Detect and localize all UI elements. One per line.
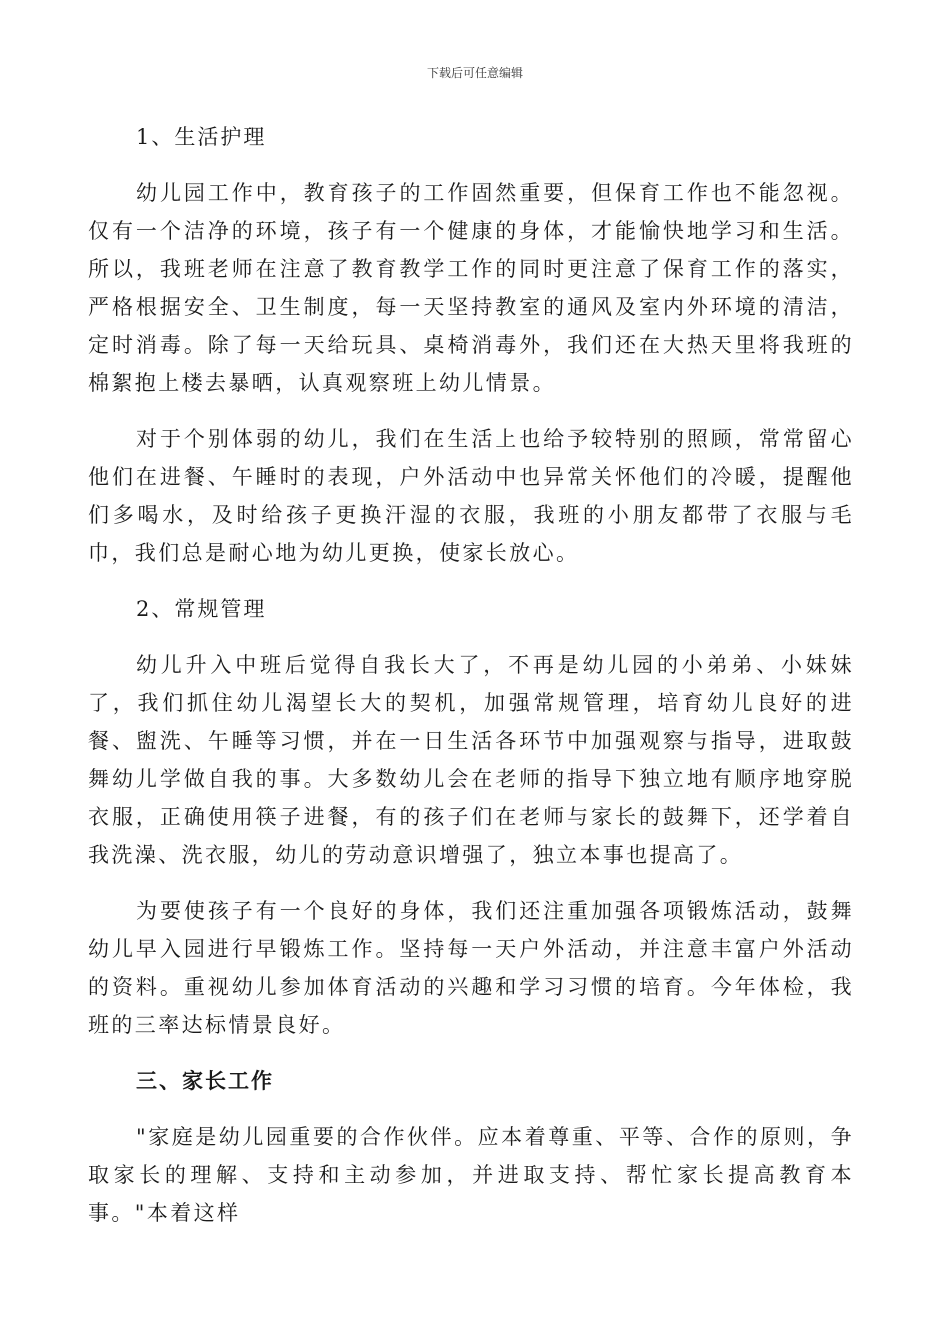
section-heading-routine-management: 2、常规管理 bbox=[136, 597, 267, 621]
paragraph-life-care-1: 幼儿园工作中，教育孩子的工作固然重要，但保育工作也不能忽视。仅有一个洁净的环境，孩子有一个健康的身体，才能愉快地学习和生活。所以，我班老师在注意了教育教学工作的同时更注意了保育工作的落实，严格根据安全、卫生制度，每一天坚持教室的通风及室内外环境的清洁，定时消毒。除了每一天给玩具、桌椅消毒外，我们还在大热天里将我班的棉絮抱上楼去暴晒，认真观察班上幼儿情景。 bbox=[88, 181, 854, 395]
section-heading-life-care: 1、生活护理 bbox=[136, 125, 267, 149]
document-body bbox=[88, 118, 854, 1250]
paragraph-routine-2: 为要使孩子有一个良好的身体，我们还注重加强各项锻炼活动，鼓舞幼儿早入园进行早锻炼工作。坚持每一天户外活动，并注意丰富户外活动的资料。重视幼儿参加体育活动的兴趣和学习习惯的培育。今年体检，我班的三率达标情景良好。 bbox=[88, 899, 854, 1037]
paragraph-routine-1: 幼儿升入中班后觉得自我长大了，不再是幼儿园的小弟弟、小妹妹了，我们抓住幼儿渴望长大的契机，加强常规管理，培育幼儿良好的进餐、盥洗、午睡等习惯，并在一日生活各环节中加强观察与指导，进取鼓舞幼儿学做自我的事。大多数幼儿会在老师的指导下独立地有顺序地穿脱衣服，正确使用筷子进餐，有的孩子们在老师与家长的鼓舞下，还学着自我洗澡、洗衣服，幼儿的劳动意识增强了，独立本事也提高了。 bbox=[88, 653, 854, 867]
paragraph-parent-work-1: "家庭是幼儿园重要的合作伙伴。应本着尊重、平等、合作的原则，争取家长的理解、支持和主动参加，并进取支持、帮忙家长提高教育本事。"本着这样 bbox=[88, 1125, 854, 1225]
page-header-note: 下载后可任意编辑 bbox=[426, 66, 523, 80]
paragraph-life-care-2: 对于个别体弱的幼儿，我们在生活上也给予较特别的照顾，常常留心他们在进餐、午睡时的表现，户外活动中也异常关怀他们的冷暖，提醒他们多喝水，及时给孩子更换汗湿的衣服，我班的小朋友都带了衣服与毛巾，我们总是耐心地为幼儿更换，使家长放心。 bbox=[88, 427, 854, 565]
section-heading-parent-work: 三、家长工作 bbox=[136, 1068, 274, 1093]
